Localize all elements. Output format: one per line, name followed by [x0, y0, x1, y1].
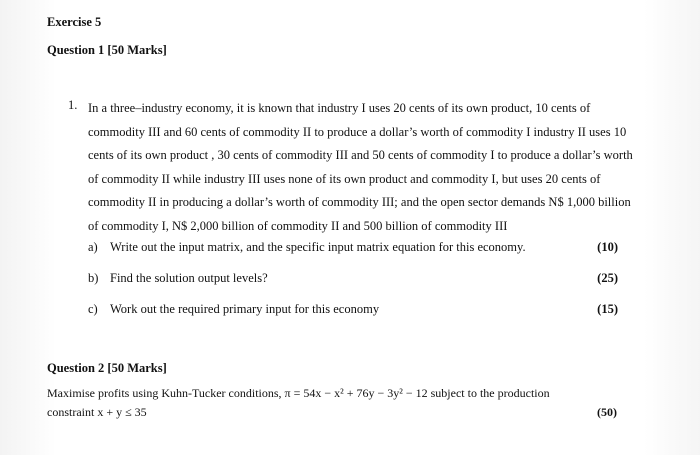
- sub-question-text: Work out the required primary input for this economy: [110, 302, 380, 316]
- paragraph-line: of commodity I, N$ 2,000 billion of commodity II and 500 billion of commodity III: [88, 218, 508, 233]
- paragraph-line: of commodity II while industry III uses none of its own product and commodity I, but uses 20 cents of: [88, 171, 601, 186]
- sub-question-text: Write out the input matrix, and the specific input matrix equation for this economy.: [110, 240, 526, 254]
- paragraph-line: commodity III and 60 cents of commodity II to produce a dollar’s worth of commodity I industry II uses 10: [88, 124, 627, 139]
- exercise-title: Exercise 5: [47, 15, 102, 29]
- sub-question-text: Find the solution output levels?: [110, 271, 268, 285]
- constraint-text: constraint x + y ≤ 35: [47, 405, 147, 419]
- sub-question-label: b): [88, 271, 99, 285]
- marks-label: (50): [597, 405, 617, 419]
- marks-label: (25): [597, 271, 618, 285]
- sub-question-a: [88, 240, 618, 258]
- sub-question-label: c): [88, 302, 98, 316]
- question-2-title: Question 2 [50 Marks]: [47, 361, 167, 375]
- paragraph-line: In a three–industry economy, it is known that industry I uses 20 cents of its own product, 10 cents of: [88, 101, 591, 115]
- paragraph-line: cents of its own product , 30 cents of commodity III and 50 cents of commodity I to produce a dollar’s worth: [88, 148, 633, 163]
- question-1-paragraph: [88, 98, 658, 240]
- question-2-line: Maximise profits using Kuhn-Tucker conditions, π = 54x − x² + 76y − 3y² − 12 subject to the production: [47, 386, 550, 400]
- marks-label: (15): [597, 302, 618, 316]
- sub-question-label: a): [88, 240, 98, 254]
- marks-label: (10): [597, 240, 618, 254]
- paragraph-line: commodity II in producing a dollar’s worth of commodity III; and the open sector demands N$ 1,000 billion: [88, 195, 631, 210]
- sub-question-c: [88, 302, 618, 320]
- question-2-constraint-line: [47, 405, 617, 420]
- sub-question-b: [88, 271, 618, 289]
- question-number: 1.: [68, 98, 78, 112]
- question-1-title: Question 1 [50 Marks]: [47, 43, 167, 57]
